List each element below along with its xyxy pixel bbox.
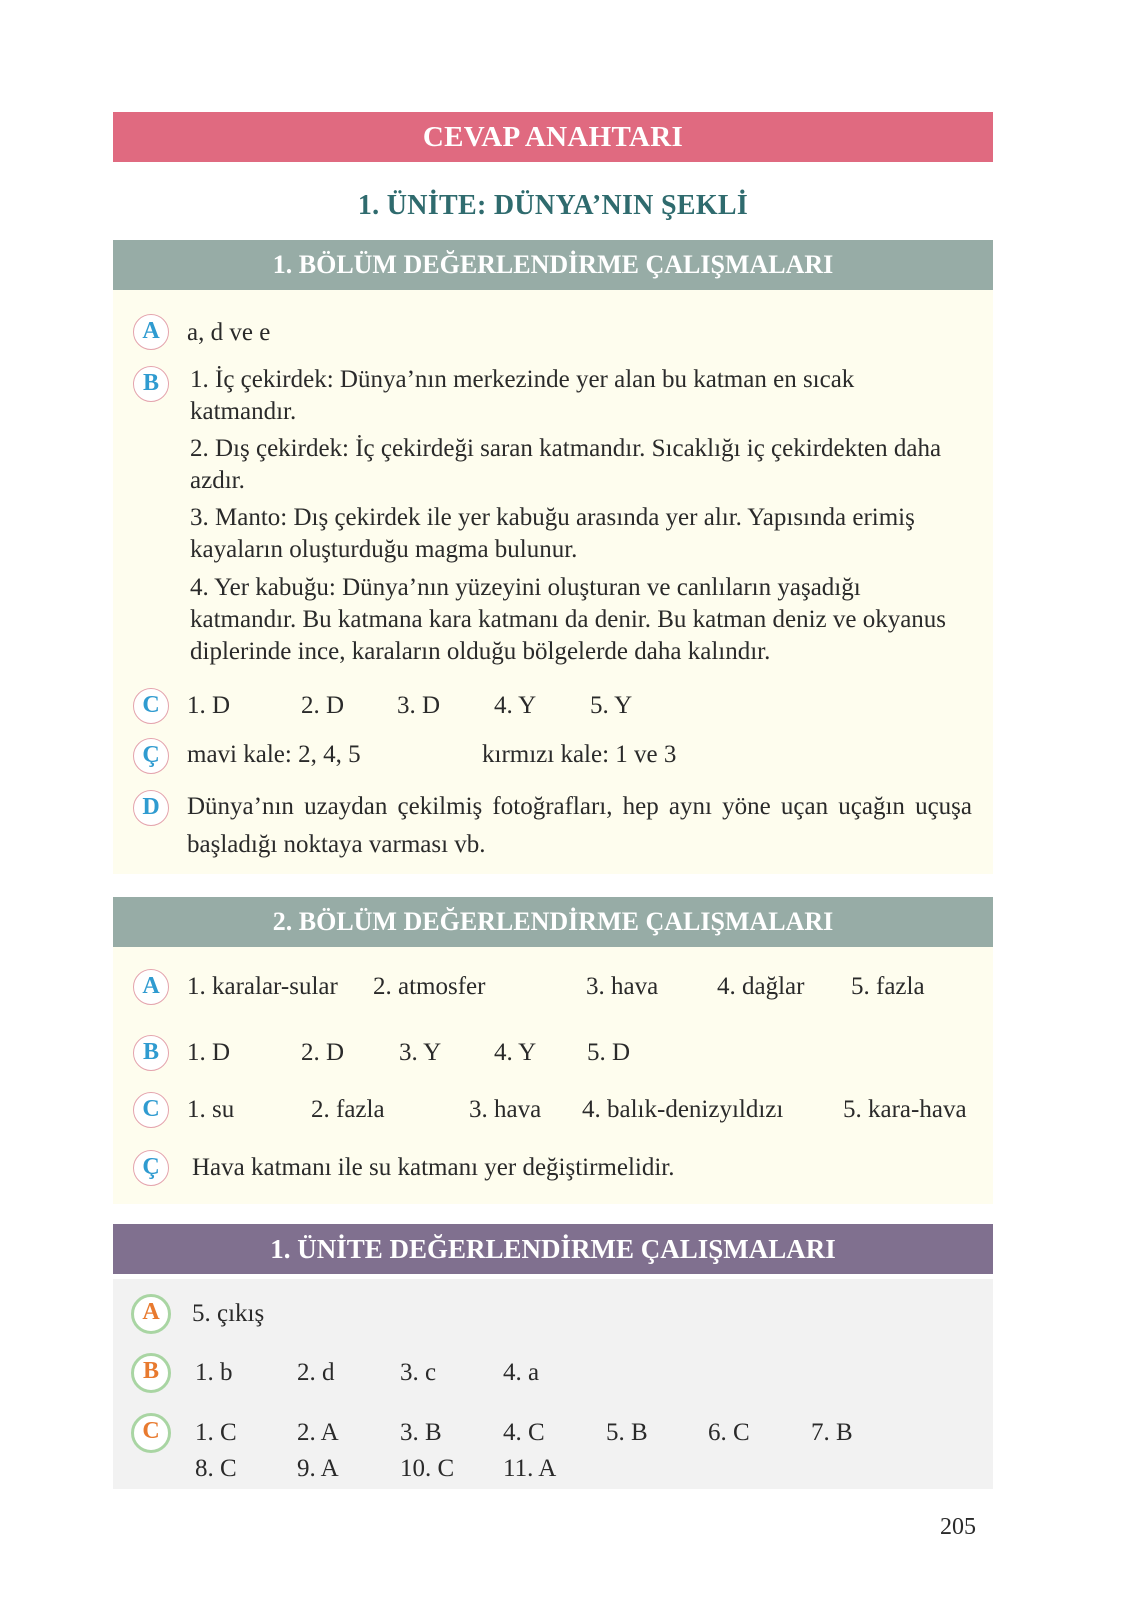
answer: 2. d [297,1359,335,1386]
badge-a: A [131,1294,171,1334]
red-castle-answer: kırmızı kale: 1 ve 3 [482,741,677,768]
answer: 3. hava [586,973,659,1000]
answer: 2. atmosfer [373,973,486,1000]
answer: 3. c [400,1359,437,1386]
section2-title: 2. BÖLÜM DEĞERLENDİRME ÇALIŞMALARI [113,897,993,947]
answer: 1. D [187,1039,231,1066]
answer: 3. hava [469,1096,542,1123]
answer: 5. Y [590,692,633,719]
answer: 4. Y [494,692,537,719]
section2-cc-answer: Hava katmanı ile su katmanı yer değiştirmelidir. [192,1154,675,1181]
badge-c: C [133,688,169,724]
layer-outer-core: 2. Dış çekirdek: İç çekirdeği saran katmandır. Sıcaklığı iç çekirdekten daha azdır. [190,435,942,494]
answer: 2. A [297,1419,339,1446]
answer: 10. C [400,1455,455,1482]
answer: 6. C [708,1419,750,1446]
layer-crust: 4. Yer kabuğu: Dünya’nın yüzeyini oluşturan ve canlıların yaşadığı katmandır. Bu katmana kara katmanı da denir. Bu katman deniz ve okyanus diplerinde ince, karaların olduğu bölgelerde daha kalındır. [190,574,947,665]
badge-b: B [133,1035,169,1071]
answer: 4. a [503,1359,540,1386]
answer: 3. D [397,692,441,719]
answer: 3. B [400,1419,442,1446]
answer: 2. D [301,1039,345,1066]
answer: 9. A [297,1455,339,1482]
page-number: 205 [940,1514,976,1540]
layer-inner-core: 1. İç çekirdek: Dünya’nın merkezinde yer alan bu katman en sıcak katmandır. [190,366,855,425]
answer: 4. Y [494,1039,537,1066]
answer: 2. fazla [311,1096,385,1123]
answer: 1. su [187,1096,235,1123]
answer: 4. balık-denizyıldızı [582,1096,784,1123]
answer: 1. karalar-sular [187,973,338,1000]
badge-c: C [133,1092,169,1128]
answer: 1. D [187,692,231,719]
badge-c-cedilla: Ç [133,1150,169,1186]
answer: 2. D [301,692,345,719]
section1-a-answer: a, d ve e [187,319,271,346]
answer: 1. C [195,1419,237,1446]
answer: 5. fazla [851,973,925,1000]
blue-castle-answer: mavi kale: 2, 4, 5 [187,741,361,768]
layer-mantle: 3. Manto: Dış çekirdek ile yer kabuğu arasında yer alır. Yapısında erimiş kayaların oluşturduğu magma bulunur. [190,504,915,563]
badge-d: D [133,790,169,826]
answer: 4. dağlar [717,973,805,1000]
answer-key-banner: CEVAP ANAHTARI [113,112,993,162]
answer: 11. A [503,1455,557,1482]
badge-c: C [131,1413,171,1453]
answer: 5. kara-hava [843,1096,967,1123]
unit-title: 1. ÜNİTE: DÜNYA’NIN ŞEKLİ [357,190,749,221]
answer: 3. Y [399,1039,442,1066]
unit-eval-a-answer: 5. çıkış [192,1300,265,1327]
answer: 4. C [503,1419,545,1446]
answer: 8. C [195,1455,237,1482]
badge-a: A [133,314,169,350]
badge-c-cedilla: Ç [133,738,169,774]
section1-d-answer: Dünya’nın uzaydan çekilmiş fotoğrafları, hep aynı yöne uçan uçağın uçuşa başladığı noktaya varması vb. [187,793,972,858]
answer: 1. b [195,1359,233,1386]
answer: 5. B [606,1419,648,1446]
badge-b: B [133,366,169,402]
answer: 5. D [587,1039,631,1066]
answer: 7. B [811,1419,853,1446]
unit-eval-title: 1. ÜNİTE DEĞERLENDİRME ÇALIŞMALARI [113,1224,993,1274]
badge-a: A [133,969,169,1005]
badge-b: B [131,1353,171,1393]
section1-title: 1. BÖLÜM DEĞERLENDİRME ÇALIŞMALARI [113,240,993,290]
